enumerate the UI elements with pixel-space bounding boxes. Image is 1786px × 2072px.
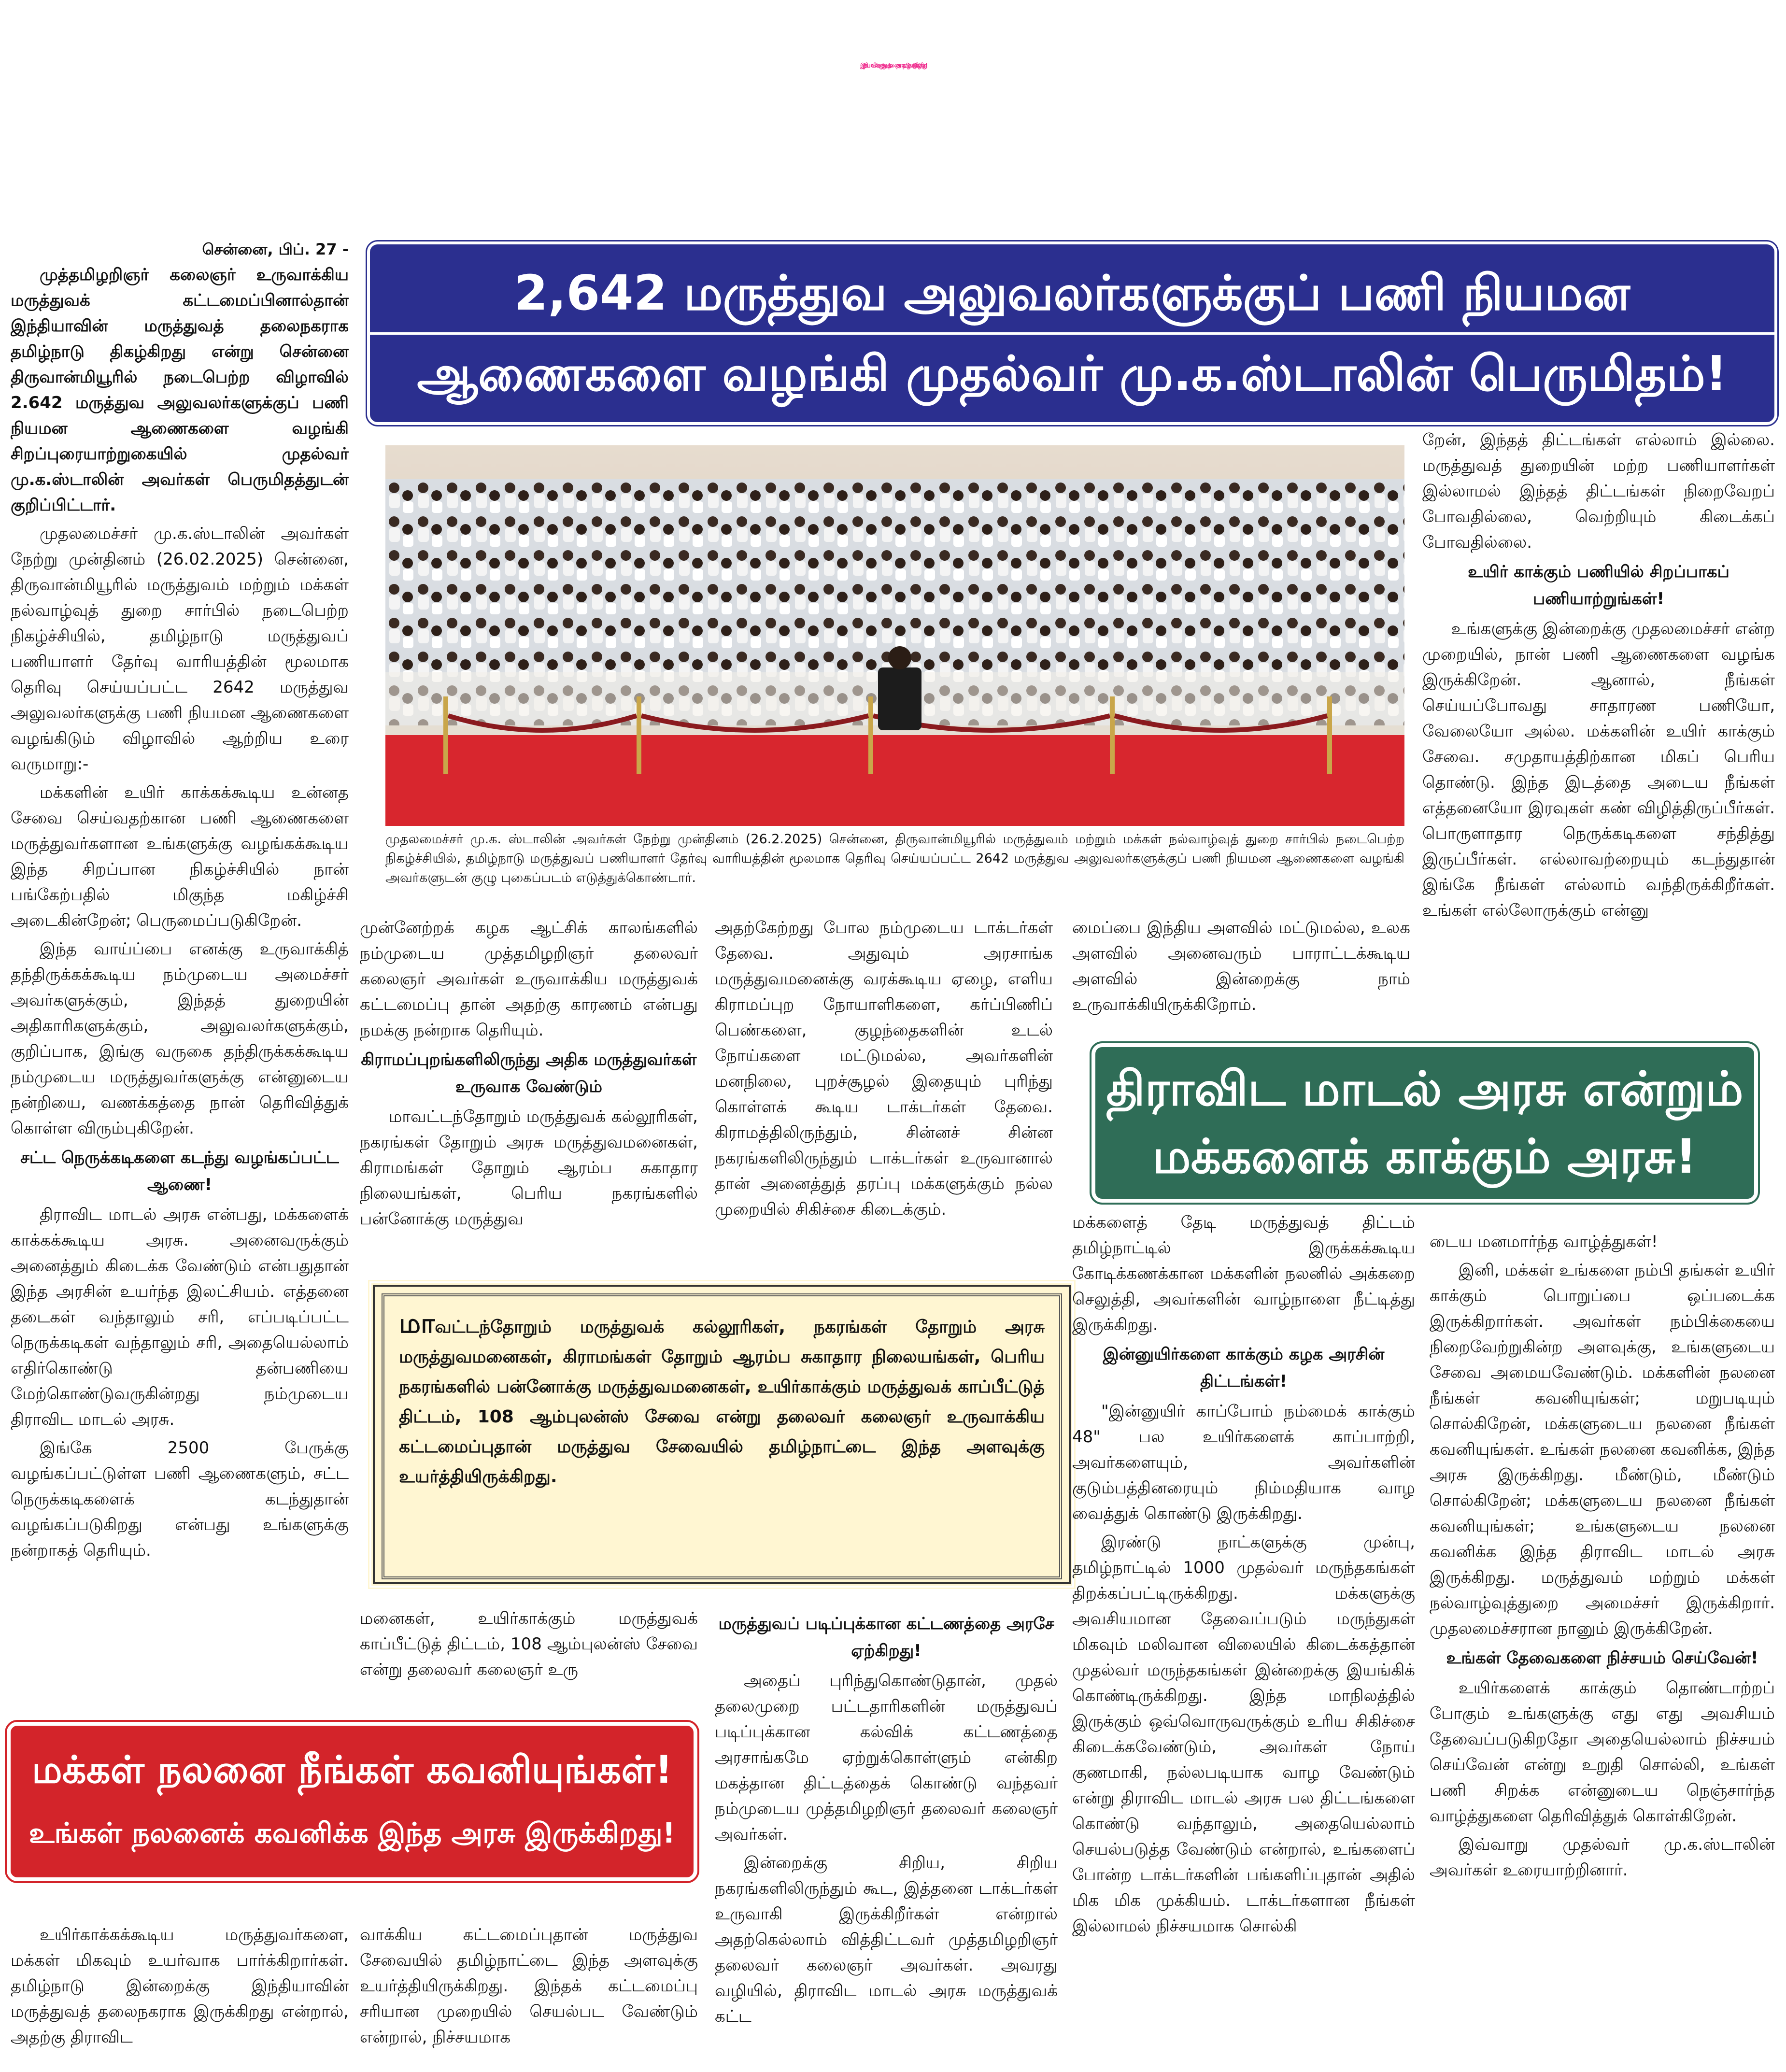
- paragraph: மாவட்டந்தோறும் மருத்துவக் கல்லூரிகள், நகரங்கள் தோறும் அரசு மருத்துவமனைகள், கிராமங்கள் தோறும் ஆரம்ப சுகாதார நிலையங்கள், பெரிய நகரங்களில் பன்னோக்கு மருத்துவ: [360, 1107, 698, 1229]
- page-headline: இந்தியாவின் மருத்துவத் தலைநகராக தமிழ்நாடு திகழ்கிறது!: [860, 62, 926, 70]
- quote-box-inner: [382, 1293, 1062, 1579]
- paragraph: றேன், இந்தத் திட்டங்கள் எல்லாம் இல்லை. மருத்துவத் துறையின் மற்ற பணியாளர்கள் இல்லாமல் இந்தத் திட்டங்கள் நிறைவேறப் போவதில்லை, வெற்றியும் கிடைக்கப் போவதில்லை.: [1422, 430, 1775, 552]
- subheading: கிராமப்புறங்களிலிருந்து அதிக மருத்துவர்கள் உருவாக வேண்டும்: [361, 1050, 697, 1096]
- paragraph: உங்களுக்கு இன்றைக்கு முதலமைச்சர் என்ற முறையில், நான் பணி ஆணைகளை வழங்க இருக்கிறேன். ஆனால், நீங்கள் செய்யப்போவது சாதாரண பணியோ, வேலையோ அல்ல. மக்களின் உயிர் காக்கும் சேவை. சமுதாயத்திற்கான மிகப் பெரிய தொண்டு. இந்த இடத்தை அடைய நீங்கள் எத்தனையோ இரவுகள் கண் விழித்திருப்பீர்கள். பொருளாதார நெருக்கடிகளை சந்தித்து இருப்பீர்கள். எல்லாவற்றையும் கடந்துதான் இங்கே நீங்கள் எல்லாம் வந்திருக்கிறீர்கள். உங்கள் எல்லோருக்கும் என்னு: [1422, 619, 1775, 920]
- paragraph: மைப்பை இந்திய அளவில் மட்டுமல்ல, உலக அளவில் அனைவரும் பாராட்டக்கூடிய அளவில் இன்றைக்கு நாம் உருவாக்கியிருக்கிறோம்.: [1072, 918, 1410, 1014]
- green-banner: [1091, 1043, 1758, 1203]
- red-banner-line-2: உங்கள் நலனைக் கவனிக்க இந்த அரசு இருக்கிறது!: [28, 1817, 676, 1849]
- paragraph: மக்களின் உயிர் காக்கக்கூடிய உன்னத சேவை செய்வதற்கான பணி ஆணைகளை மருத்துவர்களான உங்களுக்கு வழங்கக்கூடிய இந்த சிறப்பான நிகழ்ச்சியில் நான் பங்கேற்பதில் மிகுந்த மகிழ்ச்சி அடைகின்றேன்; பெருமைப்படுகிறேன்.: [11, 783, 349, 930]
- paragraph: உயிர்காக்கக்கூடிய மருத்துவர்களை, மக்கள் மிகவும் உயர்வாக பார்க்கிறார்கள். தமிழ்நாடு இன்றைக்கு இந்தியாவின் மருத்துவத் தலைநகராக இருக்கிறது என்றால், அதற்கு திராவிட: [11, 1925, 349, 2047]
- red-banner-line-1: மக்கள் நலனை நீங்கள் கவனியுங்கள்!: [31, 1748, 673, 1792]
- column-5-top: [1422, 427, 1775, 1031]
- paragraph: முன்னேற்றக் கழக ஆட்சிக் காலங்களில் நம்முடைய முத்தமிழறிஞர் தலைவர் கலைஞர் அவர்கள் உருவாக்கிய மருத்துவக் கட்டமைப்பு தான் அதற்கு காரணம் என்பது நமக்கு நன்றாக தெரியும்.: [360, 918, 698, 1040]
- top-banner-line-1: 2,642 மருத்துவ அலுவலர்களுக்குப் பணி நியமன: [514, 264, 1630, 321]
- intro-paragraph: முத்தமிழறிஞர் கலைஞர் உருவாக்கிய மருத்துவக் கட்டமைப்பினால்தான் இந்தியாவின் மருத்துவத் தலைநகராக தமிழ்நாடு திகழ்கிறது என்று சென்னை திருவான்மியூரில் நடைபெற்ற விழாவில் 2.642 மருத்துவ அலுவலர்களுக்குப் பணி நியமன ஆணைகளை வழங்கி சிறப்புரையாற்றுகையில் முதல்வர் மு.க.ஸ்டாலின் அவர்கள் பெருமிதத்துடன் குறிப்பிட்டார்.: [11, 265, 349, 515]
- paragraph: டைய மனமார்ந்த வாழ்த்துகள்!: [1430, 1232, 1658, 1251]
- paragraph: திராவிட மாடல் அரசு என்பது, மக்களைக் காக்கக்கூடிய அரசு. அனைவருக்கும் அனைத்தும் கிடைக்க வேண்டும் என்பதுதான் இந்த அரசின் உயர்ந்த இலட்சியம். எத்தனை தடைகள் வந்தாலும் சரி, எப்படிப்பட்ட நெருக்கடிகள் வந்தாலும் சரி, அதையெல்லாம் எதிர்கொண்டு தன்பணியை மேற்கொண்டுவருகின்றது நம்முடைய திராவிட மாடல் அரசு.: [11, 1205, 349, 1429]
- column-2-bottom: [360, 1922, 698, 2072]
- photo-caption: முதலமைச்சர் மு.க. ஸ்டாலின் அவர்கள் நேற்று முன்தினம் (26.2.2025) சென்னை, திருவான்மியூரில் மருத்துவம் மற்றும் மக்கள் நல்வாழ்வுத் துறை சார்பில் நடைபெற்ற நிகழ்ச்சியில், தமிழ்நாடு மருத்துவப் பணியாளர் தேர்வு வாரியத்தின் மூலமாக தெரிவு செய்யப்பட்ட 2642 மருத்துவ அலுவலர்களுக்குப் பணி நியமன ஆணைகளை வழங்கி அவர்களுடன் குழு புகைப்படம் எடுத்துக்கொண்டார்.: [385, 832, 1404, 885]
- column-1: [11, 237, 349, 1710]
- column-1-bottom: [11, 1922, 349, 2072]
- paragraph: அதைப் புரிந்துகொண்டுதான், முதல் தலைமுறை பட்டதாரிகளின் மருத்துவப் படிப்புக்கான கல்விக் கட்டணத்தை அரசாங்கமே ஏற்றுக்கொள்ளும் என்கிற மகத்தான திட்டத்தைக் கொண்டு வந்தவர் நம்முடைய முத்தமிழறிஞர் தலைவர் கலைஞர் அவர்கள்.: [715, 1671, 1058, 1844]
- paragraph: இனி, மக்கள் உங்களை நம்பி தங்கள் உயிர் காக்கும் பொறுப்பை ஒப்படைக்க இருக்கிறார்கள். அவர்கள் நம்பிக்கையை நிறைவேற்றுகின்ற அளவுக்கு, உங்களுடைய சேவை அமையவேண்டும். மக்களின் நலனை நீங்கள் கவனியுங்கள்; மறுபடியும் சொல்கிறேன், மக்களுடைய நலனை நீங்கள் கவனியுங்கள். உங்கள் நலனை கவனிக்க, இந்த அரசு இருக்கிறது. மீண்டும், மீண்டும் சொல்கிறேன்; மக்களுடைய நலனை நீங்கள் கவனியுங்கள்; உங்களுடைய நலனை கவனிக்க இந்த திராவிட மாடல் அரசு இருக்கிறது. மருத்துவம் மற்றும் மக்கள் நல்வாழ்வுத்துறை அமைச்சர் இருக்கிறார். முதலமைச்சரான நானும் இருக்கிறேன்.: [1430, 1261, 1775, 1638]
- column-4-mid: [1072, 1210, 1415, 2072]
- paragraph: இன்றைக்கு சிறிய, சிறிய நகரங்களிலிருந்தும் கூட, இத்தனை டாக்டர்கள் உருவாகி இருக்கிறீர்கள் என்றால் அதற்கெல்லாம் வித்திட்டவர் முத்தமிழறிஞர் தலைவர் கலைஞர் அவர்கள். அவரது வழியில், திராவிட மாடல் அரசு மருத்துவக் கட்ட: [715, 1853, 1058, 2026]
- green-banner-line-2: மக்களைக் காக்கும் அரசு!: [1152, 1129, 1697, 1184]
- subheading: மருத்துவப் படிப்புக்கான கட்டணத்தை அரசே ஏற்கிறது!: [718, 1614, 1054, 1660]
- top-banner-line-2: ஆணைகளை வழங்கி முதல்வர் மு.க.ஸ்டாலின் பெருமிதம்!: [417, 345, 1728, 402]
- paragraph: இந்த வாய்ப்பை எனக்கு உருவாக்கித் தந்திருக்கக்கூடிய நம்முடைய அமைச்சர் அவர்களுக்கும், இந்தத் துறையின் அதிகாரிகளுக்கும், அலுவலர்களுக்கும், குறிப்பாக, இங்கு வருகை தந்திருக்கக்கூடிய நம்முடைய மருத்துவர்களுக்கு என்னுடைய நன்றியை, வணக்கத்தை நான் தெரிவித்துக் கொள்ள விரும்புகிறேன்.: [11, 939, 349, 1138]
- green-banner-line-1: திராவிட மாடல் அரசு என்றும்: [1106, 1062, 1743, 1117]
- subheading: இன்னுயிர்களை காக்கும் கழக அரசின் திட்டங்கள்!: [1103, 1345, 1385, 1391]
- subheading: சட்ட நெருக்கடிகளை கடந்து வழங்கப்பட்ட ஆணை!: [20, 1148, 339, 1194]
- banner-divider: [370, 332, 1774, 335]
- quote-text: வட்டந்தோறும் மருத்துவக் கல்லூரிகள், நகரங்கள் தோறும் அரசு மருத்துவமனைகள், கிராமங்கள் தோறும் ஆரம்ப சுகாதார நிலையங்கள், பெரிய நகரங்களில் பன்னோக்கு மருத்துவமனைகள், உயிர்காக்கும் மருத்துவக் காப்பீட்டுத் திட்டம், 108 ஆம்புலன்ஸ் சேவை என்று தலைவர் கலைஞர் உருவாக்கிய கட்டமைப்புதான் மருத்துவ சேவையில் தமிழ்நாட்டை இந்த அளவுக்கு உயர்த்தியிருக்கிறது.: [399, 1317, 1045, 1487]
- paragraph: மக்களைத் தேடி மருத்துவத் திட்டம் தமிழ்நாட்டில் இருக்கக்கூடிய கோடிக்கணக்கான மக்களின் நலனில் அக்கறை செலுத்தி, அவர்களின் வாழ்நாளை நீட்டித்து இருக்கிறது.: [1072, 1213, 1415, 1334]
- auditorium-image: [385, 445, 1404, 826]
- column-2-top: [360, 915, 698, 1277]
- paragraph: இங்கே 2500 பேருக்கு வழங்கப்பட்டுள்ள பணி ஆணைகளும், சட்ட நெருக்கடிகளைக் கடந்துதான் வழங்கப்படுகிறது என்பது உங்களுக்கு நன்றாகத் தெரியும்.: [11, 1438, 349, 1560]
- paragraph: உயிர்களைக் காக்கும் தொண்டாற்றப் போகும் உங்களுக்கு எது எது அவசியம் தேவைப்படுகிறதோ அதையெல்லாம் நிச்சயம் செய்வேன் என்று உறுதி சொல்லி, உங்கள் பணி சிறக்க என்னுடைய நெஞ்சார்ந்த வாழ்த்துகளை தெரிவித்துக் கொள்கிறேன்.: [1430, 1678, 1775, 1826]
- quote-box: [373, 1285, 1071, 1584]
- paragraph: வாக்கிய கட்டமைப்புதான் மருத்துவ சேவையில் தமிழ்நாட்டை இந்த அளவுக்கு உயர்த்தியிருக்கிறது. இந்தக் கட்டமைப்பு சரியான முறையில் செயல்பட வேண்டும் என்றால், நிச்சயமாக: [360, 1925, 698, 2047]
- group-photo: [385, 445, 1404, 826]
- top-banner: [367, 241, 1777, 425]
- subheading: உயிர் காக்கும் பணியில் சிறப்பாகப் பணியாற்றுங்கள்!: [1468, 562, 1729, 609]
- column-5-mid: [1430, 1229, 1775, 2072]
- column-2-mid: [360, 1606, 698, 1717]
- red-banner: [7, 1722, 697, 1881]
- paragraph: "இன்னுயிர் காப்போம் நம்மைக் காக்கும் 48" பல உயிர்களைக் காப்பாற்றி, அவர்களையும், அவர்களின் குடும்பத்தினரையும் நிம்மதியாக வாழ வைத்துக் கொண்டு இருக்கிறது.: [1072, 1402, 1415, 1523]
- paragraph: இரண்டு நாட்களுக்கு முன்பு, தமிழ்நாட்டில் 1000 முதல்வர் மருந்தகங்கள் திறக்கப்பட்டிருக்கிறது. மக்களுக்கு அவசியமான தேவைப்படும் மருந்துகள் மிகவும் மலிவான விலையில் கிடைக்கத்தான் முதல்வர் மருந்தகங்கள் இன்றைக்கு இயங்கிக் கொண்டிருக்கிறது. இந்த மாநிலத்தில் இருக்கும் ஒவ்வொருவருக்கும் உரிய சிகிச்சை கிடைக்கவேண்டும், அவர்கள் நோய் குணமாகி, நல்லபடியாக வாழ வேண்டும் என்று திராவிட மாடல் அரசு பல திட்டங்களை கொண்டு வந்தாலும், அதையெல்லாம் செயல்படுத்த வேண்டும் என்றால், உங்களைப் போன்ற டாக்டர்களின் பங்களிப்புதான் அதில் மிக மிக முக்கியம். டாக்டர்களான நீங்கள் இல்லாமல் நிச்சயமாக சொல்கி: [1072, 1533, 1415, 1936]
- column-3-top: [715, 915, 1053, 1277]
- quote-dropcap: மா: [399, 1308, 435, 1339]
- column-4-top: [1072, 915, 1410, 1041]
- paragraph: மனைகள், உயிர்காக்கும் மருத்துவக் காப்பீட்டுத் திட்டம், 108 ஆம்புலன்ஸ் சேவை என்று தலைவர் கலைஞர் உரு: [360, 1609, 698, 1679]
- paragraph: அதற்கேற்றது போல நம்முடைய டாக்டர்கள் தேவை. அதுவும் அரசாங்க மருத்துவமனைக்கு வரக்கூடிய ஏழை, எளிய கிராமப்புற நோயாளிகளை, கர்ப்பிணிப் பெண்களை, குழந்தைகளின் உடல் நோய்களை மட்டுமல்ல, அவர்களின் மனநிலை, புறச்சூழல் இதையும் புரிந்து கொள்ளக் கூடிய டாக்டர்கள் தேவை. கிராமத்திலிருந்தும், சின்னச் சின்ன நகரங்களிலிருந்தும் டாக்டர்கள் உருவானால் தான் அனைத்துத் தரப்பு மக்களுக்கும் நல்ல முறையில் சிகிச்சை கிடைக்கும்.: [715, 918, 1053, 1219]
- dateline: சென்னை, பிப். 27 -: [202, 240, 349, 258]
- subheading: உங்கள் தேவைகளை நிச்சயம் செய்வேன்!: [1446, 1648, 1758, 1668]
- paragraph: இவ்வாறு முதல்வர் மு.க.ஸ்டாலின் அவர்கள் உரையாற்றினார்.: [1430, 1835, 1775, 1880]
- column-3-bottom: [715, 1608, 1058, 2072]
- paragraph: முதலமைச்சர் மு.க.ஸ்டாலின் அவர்கள் நேற்று முன்தினம் (26.02.2025) சென்னை, திருவான்மியூரில் மருத்துவம் மற்றும் மக்கள் நல்வாழ்வுத் துறை சார்பில் நடைபெற்ற நிகழ்ச்சியில், தமிழ்நாடு மருத்துவப் பணியாளர் தேர்வு வாரியத்தின் மூலமாக தெரிவு செய்யப்பட்ட 2642 மருத்துவ அலுவலர்களுக்கு பணி நியமன ஆணைகளை வழங்கிடும் விழாவில் ஆற்றிய உரை வருமாறு:-: [11, 524, 349, 774]
